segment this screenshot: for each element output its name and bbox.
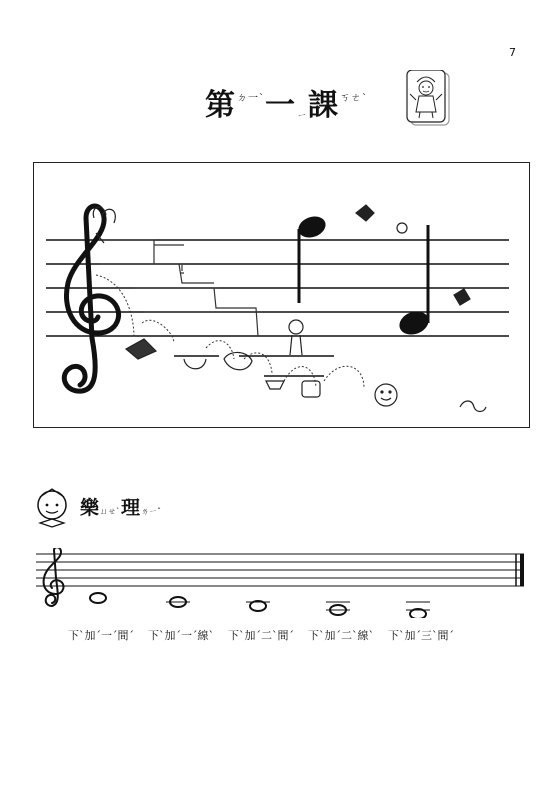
title-ruby-yi: ㄧ	[297, 111, 308, 122]
note-label: 下ˋ加ˊ二ˋ線ˋ	[308, 629, 374, 642]
staff-illustration	[34, 163, 529, 427]
section-title	[80, 493, 162, 520]
title-char-ke: 課	[308, 88, 339, 123]
title-char-yi: 一	[265, 88, 296, 123]
section-char-yue: 樂	[80, 497, 100, 519]
illustration-panel	[33, 162, 530, 428]
section-ruby-yue: ㄩㄝˋ	[100, 507, 121, 516]
lesson-title	[205, 80, 368, 124]
final-barline	[520, 554, 524, 586]
note-label: 下ˋ加ˊ三ˋ間ˊ	[388, 629, 454, 642]
note-label: 下ˋ加ˊ一ˊ間ˊ	[68, 629, 134, 642]
title-ruby-ke: ㄎㄜˋ	[340, 93, 368, 104]
title-char-di: 第	[205, 88, 236, 123]
theory-mascot-icon	[30, 485, 76, 531]
treble-clef-small-icon	[44, 548, 64, 606]
section-ruby-li: ㄌㄧˇ	[141, 507, 162, 516]
whole-notes	[90, 593, 426, 618]
treble-clef-icon	[64, 206, 118, 391]
note-labels	[0, 627, 560, 643]
note-label: 下ˋ加ˊ二ˋ間ˊ	[228, 629, 294, 642]
page-number: 7	[509, 46, 516, 59]
note-label: 下ˋ加ˊ一ˊ線ˋ	[148, 629, 214, 642]
ledger-staff	[36, 548, 528, 618]
bounce-arcs	[96, 275, 364, 388]
ledger-lines	[174, 356, 334, 376]
character-badge-icon	[405, 70, 451, 128]
section-char-li: 理	[121, 497, 141, 519]
title-ruby-di: ㄉ一ˋ	[237, 93, 265, 104]
note-ledger-lines	[166, 602, 430, 610]
